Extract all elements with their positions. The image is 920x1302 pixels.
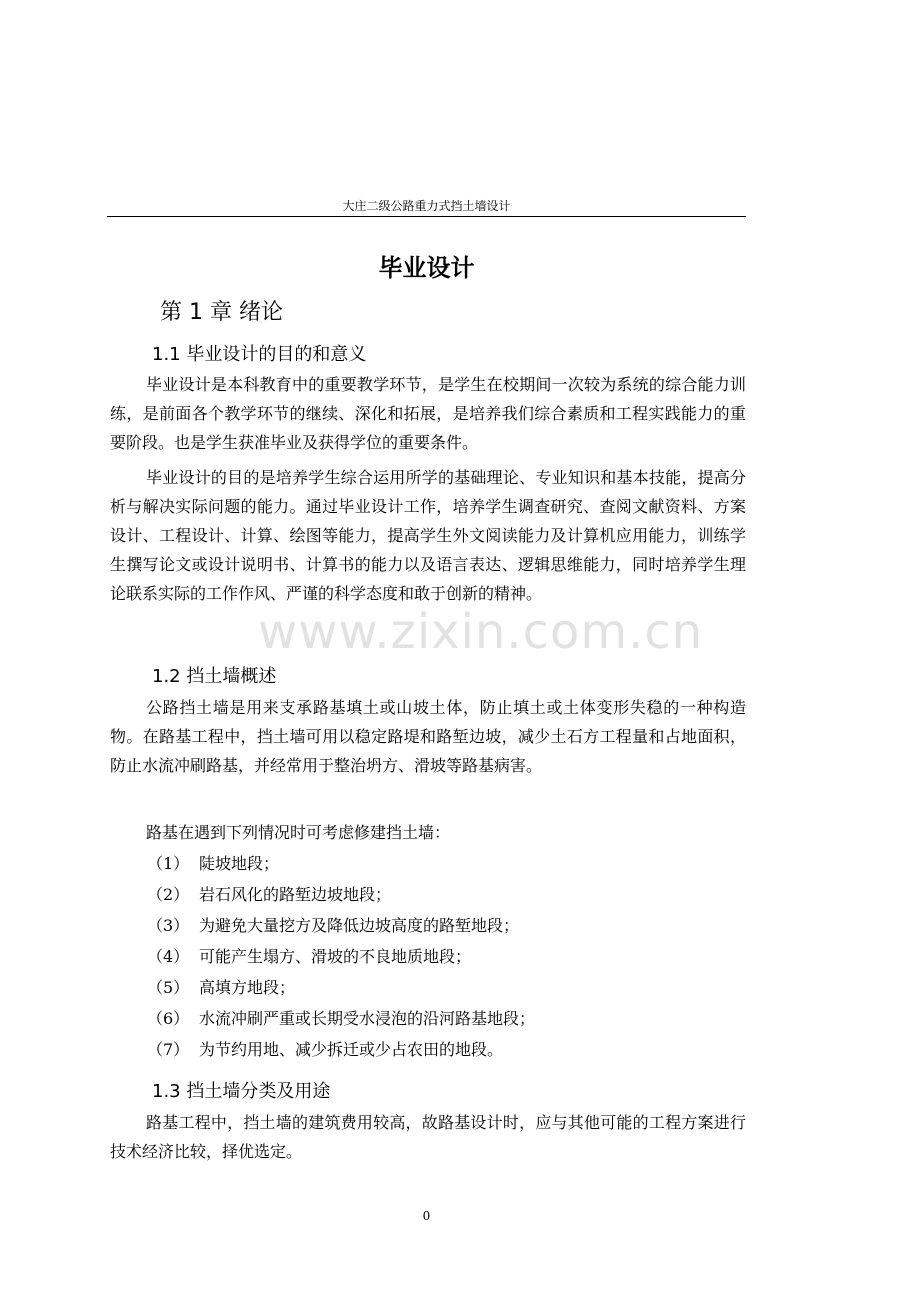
list-number: （5） bbox=[147, 978, 190, 997]
header-divider bbox=[107, 216, 746, 217]
list-text: 高填方地段； bbox=[199, 978, 296, 997]
paragraph: 毕业设计的目的是培养学生综合运用所学的基础理论、专业知识和基本技能，提高分析与解决实际问题的能力。通过毕业设计工作，培养学生调查研究、查阅文献资料、方案设计、工程设计、计算、绘图等能力，提高学生外文阅读能力及计算机应用能力，训练学生撰写论文或设计说明书、计算书的能力以及语言表达、逻辑思维能力，同时培养学生理论联系实际的工作作风、严谨的科学态度和敢于创新的精神。 bbox=[110, 468, 746, 603]
document-title: 毕业设计 bbox=[378, 254, 475, 282]
list-text: 可能产生塌方、滑坡的不良地质地段； bbox=[199, 947, 472, 966]
list-text: 岩石风化的路堑边坡地段； bbox=[199, 885, 392, 904]
list-item bbox=[147, 880, 391, 909]
section-heading: 1.3 挡土墙分类及用途 bbox=[152, 1081, 331, 1102]
page-number: 0 bbox=[422, 1209, 431, 1223]
paragraph: 路基在遇到下列情况时可考虑修建挡土墙： bbox=[146, 823, 451, 842]
list-item bbox=[147, 942, 471, 971]
list-number: （2） bbox=[147, 885, 190, 904]
list-text: 陡坡地段； bbox=[199, 854, 280, 873]
list-item bbox=[147, 973, 295, 1002]
list-text: 为避免大量挖方及降低边坡高度的路堑地段； bbox=[199, 916, 520, 935]
list-number: （1） bbox=[147, 854, 190, 873]
chapter-title: 第 1 章 绪论 bbox=[160, 300, 283, 325]
list-item bbox=[147, 1035, 503, 1064]
section-heading: 1.1 毕业设计的目的和意义 bbox=[152, 344, 367, 365]
list-text: 水流冲刷严重或长期受水浸泡的沿河路基地段； bbox=[199, 1009, 536, 1028]
running-header: 大庄二级公路重力式挡土墙设计 bbox=[342, 199, 511, 213]
watermark: www.zixin.com.cn bbox=[258, 604, 704, 660]
list-number: （4） bbox=[147, 947, 190, 966]
list-item bbox=[147, 911, 519, 940]
list-item bbox=[147, 849, 279, 878]
list-number: （7） bbox=[147, 1040, 190, 1059]
section-heading: 1.2 挡土墙概述 bbox=[152, 666, 277, 687]
paragraph: 毕业设计是本科教育中的重要教学环节，是学生在校期间一次较为系统的综合能力训练，是前面各个教学环节的继续、深化和拓展，是培养我们综合素质和工程实践能力的重要阶段。也是学生获准毕业及获得学位的重要条件。 bbox=[110, 375, 746, 452]
list-text: 为节约用地、减少拆迁或少占农田的地段。 bbox=[199, 1040, 504, 1059]
paragraph: 公路挡土墙是用来支承路基填土或山坡土体，防止填土或土体变形失稳的一种构造物。在路基工程中，挡土墙可用以稳定路堤和路堑边坡，减少土石方工程量和占地面积，防止水流冲刷路基，并经常用于整治坍方、滑坡等路基病害。 bbox=[110, 698, 746, 775]
list-item bbox=[147, 1004, 535, 1033]
paragraph: 路基工程中，挡土墙的建筑费用较高，故路基设计时，应与其他可能的工程方案进行技术经济比较，择优选定。 bbox=[110, 1113, 746, 1161]
list-number: （6） bbox=[147, 1009, 190, 1028]
list-number: （3） bbox=[147, 916, 190, 935]
